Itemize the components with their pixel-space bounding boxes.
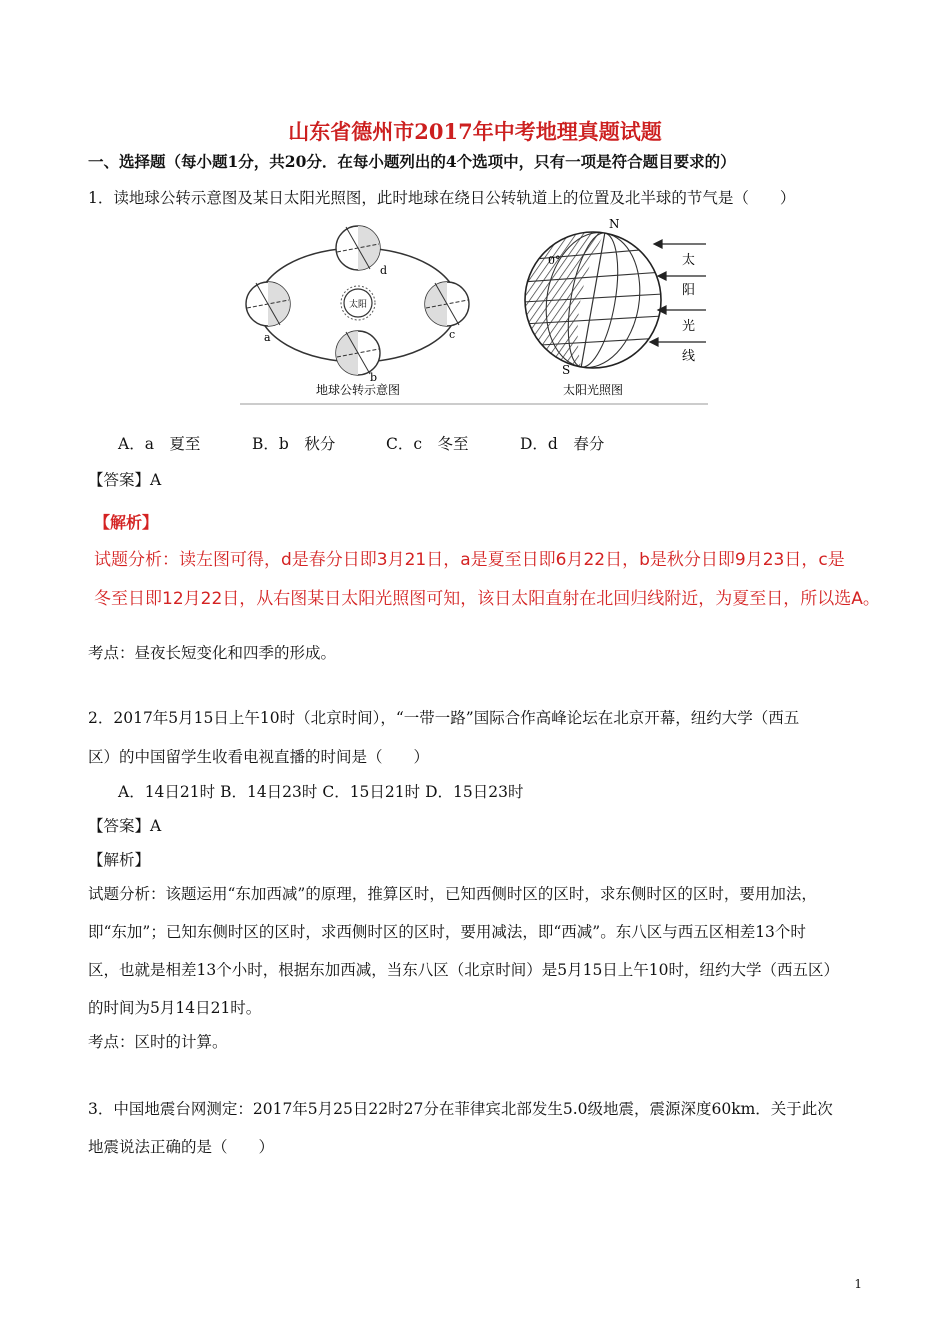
q1-kaodian: 考点：昼夜长短变化和四季的形成。 (88, 644, 337, 662)
q1-analysis-line2: 冬至日即12月22日，从右图某日太阳光照图可知，该日太阳直射在北回归线附近，为夏至日，所以选A。 (94, 589, 880, 609)
earth-position-a (246, 282, 290, 326)
q1-option-a: A．a 夏至 (118, 435, 201, 453)
sun-label: 太阳 (348, 300, 368, 310)
q1-answer: 【答案】A (88, 471, 162, 489)
earth-position-d (336, 226, 380, 270)
q1-figure (238, 214, 710, 406)
orbit-label-c: c (449, 328, 456, 341)
q3-stem-line2: 地震说法正确的是（ ） (88, 1138, 275, 1156)
earth-position-c (425, 282, 469, 326)
q2-stem-line2: 区）的中国留学生收看电视直播的时间是（ ） (88, 748, 430, 766)
sunlight-caption: 太阳光照图 (562, 383, 624, 397)
q1-analysis-head: 【解析】 (94, 513, 159, 532)
q3-stem-line1: 3．中国地震台网测定：2017年5月25日22时27分在菲律宾北部发生5.0级地震，震源深度60km．关于此次 (88, 1100, 833, 1118)
orbit-caption: 地球公转示意图 (315, 383, 401, 397)
q2-analysis-line4: 的时间为5月14日21时。 (88, 999, 262, 1017)
q2-stem-line1: 2．2017年5月15日上午10时（北京时间），“一带一路”国际合作高峰论坛在北京开幕，纽约大学（西五 (88, 709, 800, 727)
sunlight-char-3: 光 (682, 319, 696, 334)
q2-options: A．14日21时 B．14日23时 C．15日21时 D．15日23时 (118, 783, 524, 801)
q1-figure-svg (238, 214, 710, 406)
q2-analysis-line3: 区，也就是相差13个小时，根据东加西减，当东八区（北京时间）是5月15日上午10时，纽约大学（西五区） (88, 961, 840, 979)
q2-answer: 【答案】A (88, 817, 162, 835)
orbit-label-d: d (380, 264, 388, 277)
sunlight-char-1: 太 (682, 253, 696, 268)
q1-option-b: B．b 秋分 (252, 435, 336, 453)
q1-option-c: C．c 冬至 (386, 435, 469, 453)
sunlight-diagram (518, 217, 706, 397)
page-number: 1 (854, 1277, 862, 1291)
q1-stem: 1．读地球公转示意图及某日太阳光照图，此时地球在绕日公转轨道上的位置及北半球的节气是（ ） (88, 189, 796, 207)
page-title: 山东省德州市2017年中考地理真题试题 (288, 119, 662, 144)
q1-option-d: D．d 春分 (520, 435, 605, 453)
q2-kaodian: 考点：区时的计算。 (88, 1033, 228, 1051)
sunlight-char-4: 线 (682, 349, 696, 364)
section-heading: 一、选择题（每小题1分，共20分．在每小题列出的4个选项中，只有一项是符合题目要求的） (88, 152, 736, 171)
pole-n-label: N (609, 217, 620, 231)
orbit-diagram (246, 226, 469, 397)
zero-degree-label: 0° (548, 254, 561, 267)
q1-analysis-line1: 试题分析：读左图可得，d是春分日即3月21日，a是夏至日即6月22日，b是秋分日即9月23日，c是 (94, 550, 845, 570)
orbit-label-b: b (370, 371, 378, 384)
q2-analysis-line2: 即“东加”；已知东侧时区的区时，求西侧时区的区时，要用减法，即“西减”。东八区与西五区相差13个时 (88, 923, 806, 941)
orbit-label-a: a (264, 331, 271, 344)
earth-position-b (336, 331, 380, 375)
pole-s-label: S (562, 363, 571, 377)
q2-analysis-head: 【解析】 (88, 851, 151, 869)
sunlight-char-2: 阳 (682, 283, 696, 298)
q2-analysis-line1: 试题分析：该题运用“东加西减”的原理，推算区时，已知西侧时区的区时，求东侧时区的区时，要用加法， (88, 885, 817, 903)
